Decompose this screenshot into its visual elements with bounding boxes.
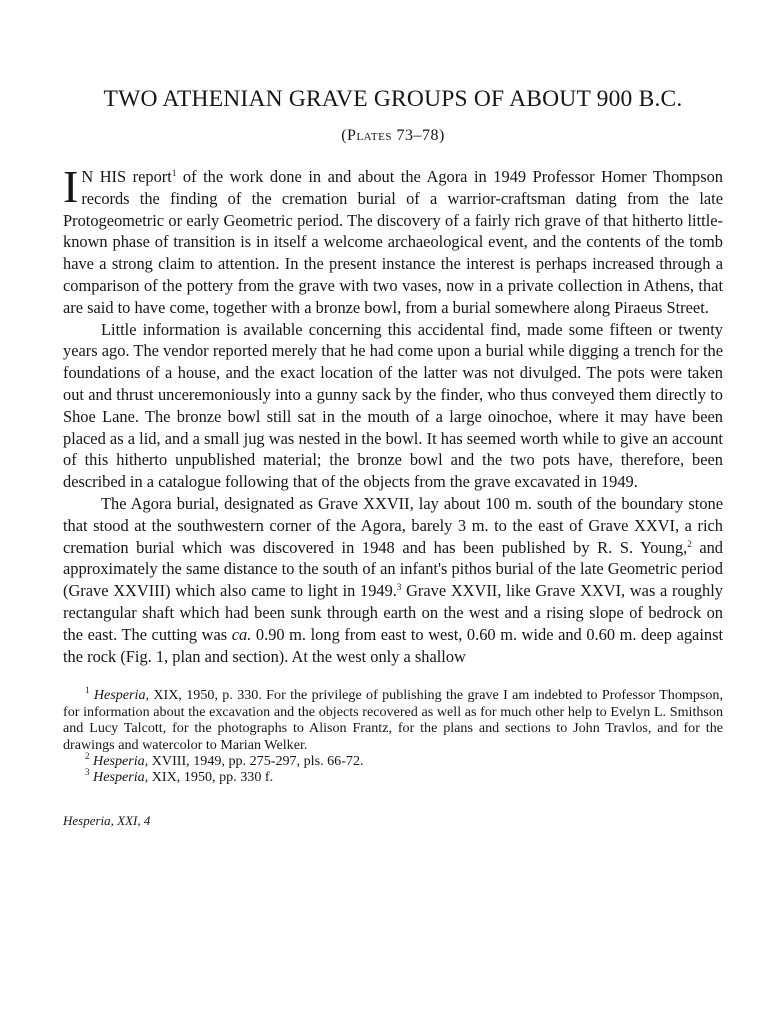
drop-cap: I <box>63 161 79 212</box>
footnote-3: $^3$ Hesperia, XIX, 1950, pp. 330 f. <box>85 767 274 786</box>
footnotes <box>63 687 723 785</box>
footnote-ref-3[interactable]: 3 <box>396 582 402 593</box>
page <box>63 84 723 829</box>
paragraph-1: I N HIS report$^1$ of the work done in and about the Agora in 1949 Professor Homer Thompson records the finding of the cremation burial of a warrior-craftsman dating from the late Protogeometric or early Geometric period. The discovery of a fairly rich grave of that hitherto little-known phase of transition is in itself a welcome archaeological event, and the contents of the tomb have a strong claim to attention. In the present instance the interest is perhaps increased through a comparison of the pottery from the grave with two vases, now in a private collection in Athens, that are said to have come, together with a bronze bowl, from a burial somewhere along Piraeus Street. <box>63 161 723 317</box>
paragraph-2: Little information is available concerning this accidental find, made some fifteen or twenty years ago. The vendor reported merely that he had come upon a burial while digging a trench for the foundations of a house, and the exact location of the latter was not divulged. The pots were taken out and thrust unceremoniously into a gunny sack by the finder, who thus conveyed them directly to Shoe Lane. The bronze bowl still sat in the mouth of a large oinochoe, where it may have been placed as a lid, and a small jug was nested in the bowl. It has seemed worth while to give an account of this hitherto unpublished material; the bronze bowl and the two pots have, therefore, been described in a catalogue following that of the objects from the grave excavated in 1949. <box>63 319 723 492</box>
footnote-1: $^1$ Hesperia, XIX, 1950, p. 330. For the privilege of publishing the grave I am indebted to Professor Thompson, for information about the excavation and the objects recovered as well as for much other help to Evelyn L. Smithson and Lucy Talcott, for the photographs to Alison Frantz, for the plans and sections to John Travlos, and for the drawings and watercolor to Marian Welker. <box>63 685 723 753</box>
plates-reference: (Plates 73–78) <box>341 127 445 144</box>
body-text <box>63 161 723 667</box>
article-title: TWO ATHENIAN GRAVE GROUPS OF ABOUT 900 B.C. <box>103 86 683 112</box>
footnote-2: $^2$ Hesperia, XVIII, 1949, pp. 275-297, pls. 66-72. <box>85 750 364 769</box>
paragraph-3: The Agora burial, designated as Grave XXVII, lay about 100 m. south of the boundary stone that stood at the southwestern corner of the Agora, barely 3 m. to the east of Grave XXVI, a rich cremation burial which was discovered in 1948 and has been published by R. S. Young,$^2$ and approximately the same distance to the south of an infant's pithos burial of the late Geometric period (Grave XXVIII) which also came to light in 1949.$^3$ Grave XXVII, like Grave XXVI, was a roughly rectangular shaft which had been sunk through earth on the west and a rising slope of bedrock on the east. The cutting was ca. 0.90 m. long from east to west, 0.60 m. wide and 0.60 m. deep against the rock (Fig. 1, plan and section). At the west only a shallow <box>63 493 723 666</box>
page-footer: Hesperia, XXI, 4 <box>63 812 151 828</box>
footnote-ref-2[interactable]: 2 <box>687 538 692 549</box>
footnote-ref-1[interactable]: 1 <box>171 168 177 178</box>
plates-label: Plates <box>347 127 392 144</box>
